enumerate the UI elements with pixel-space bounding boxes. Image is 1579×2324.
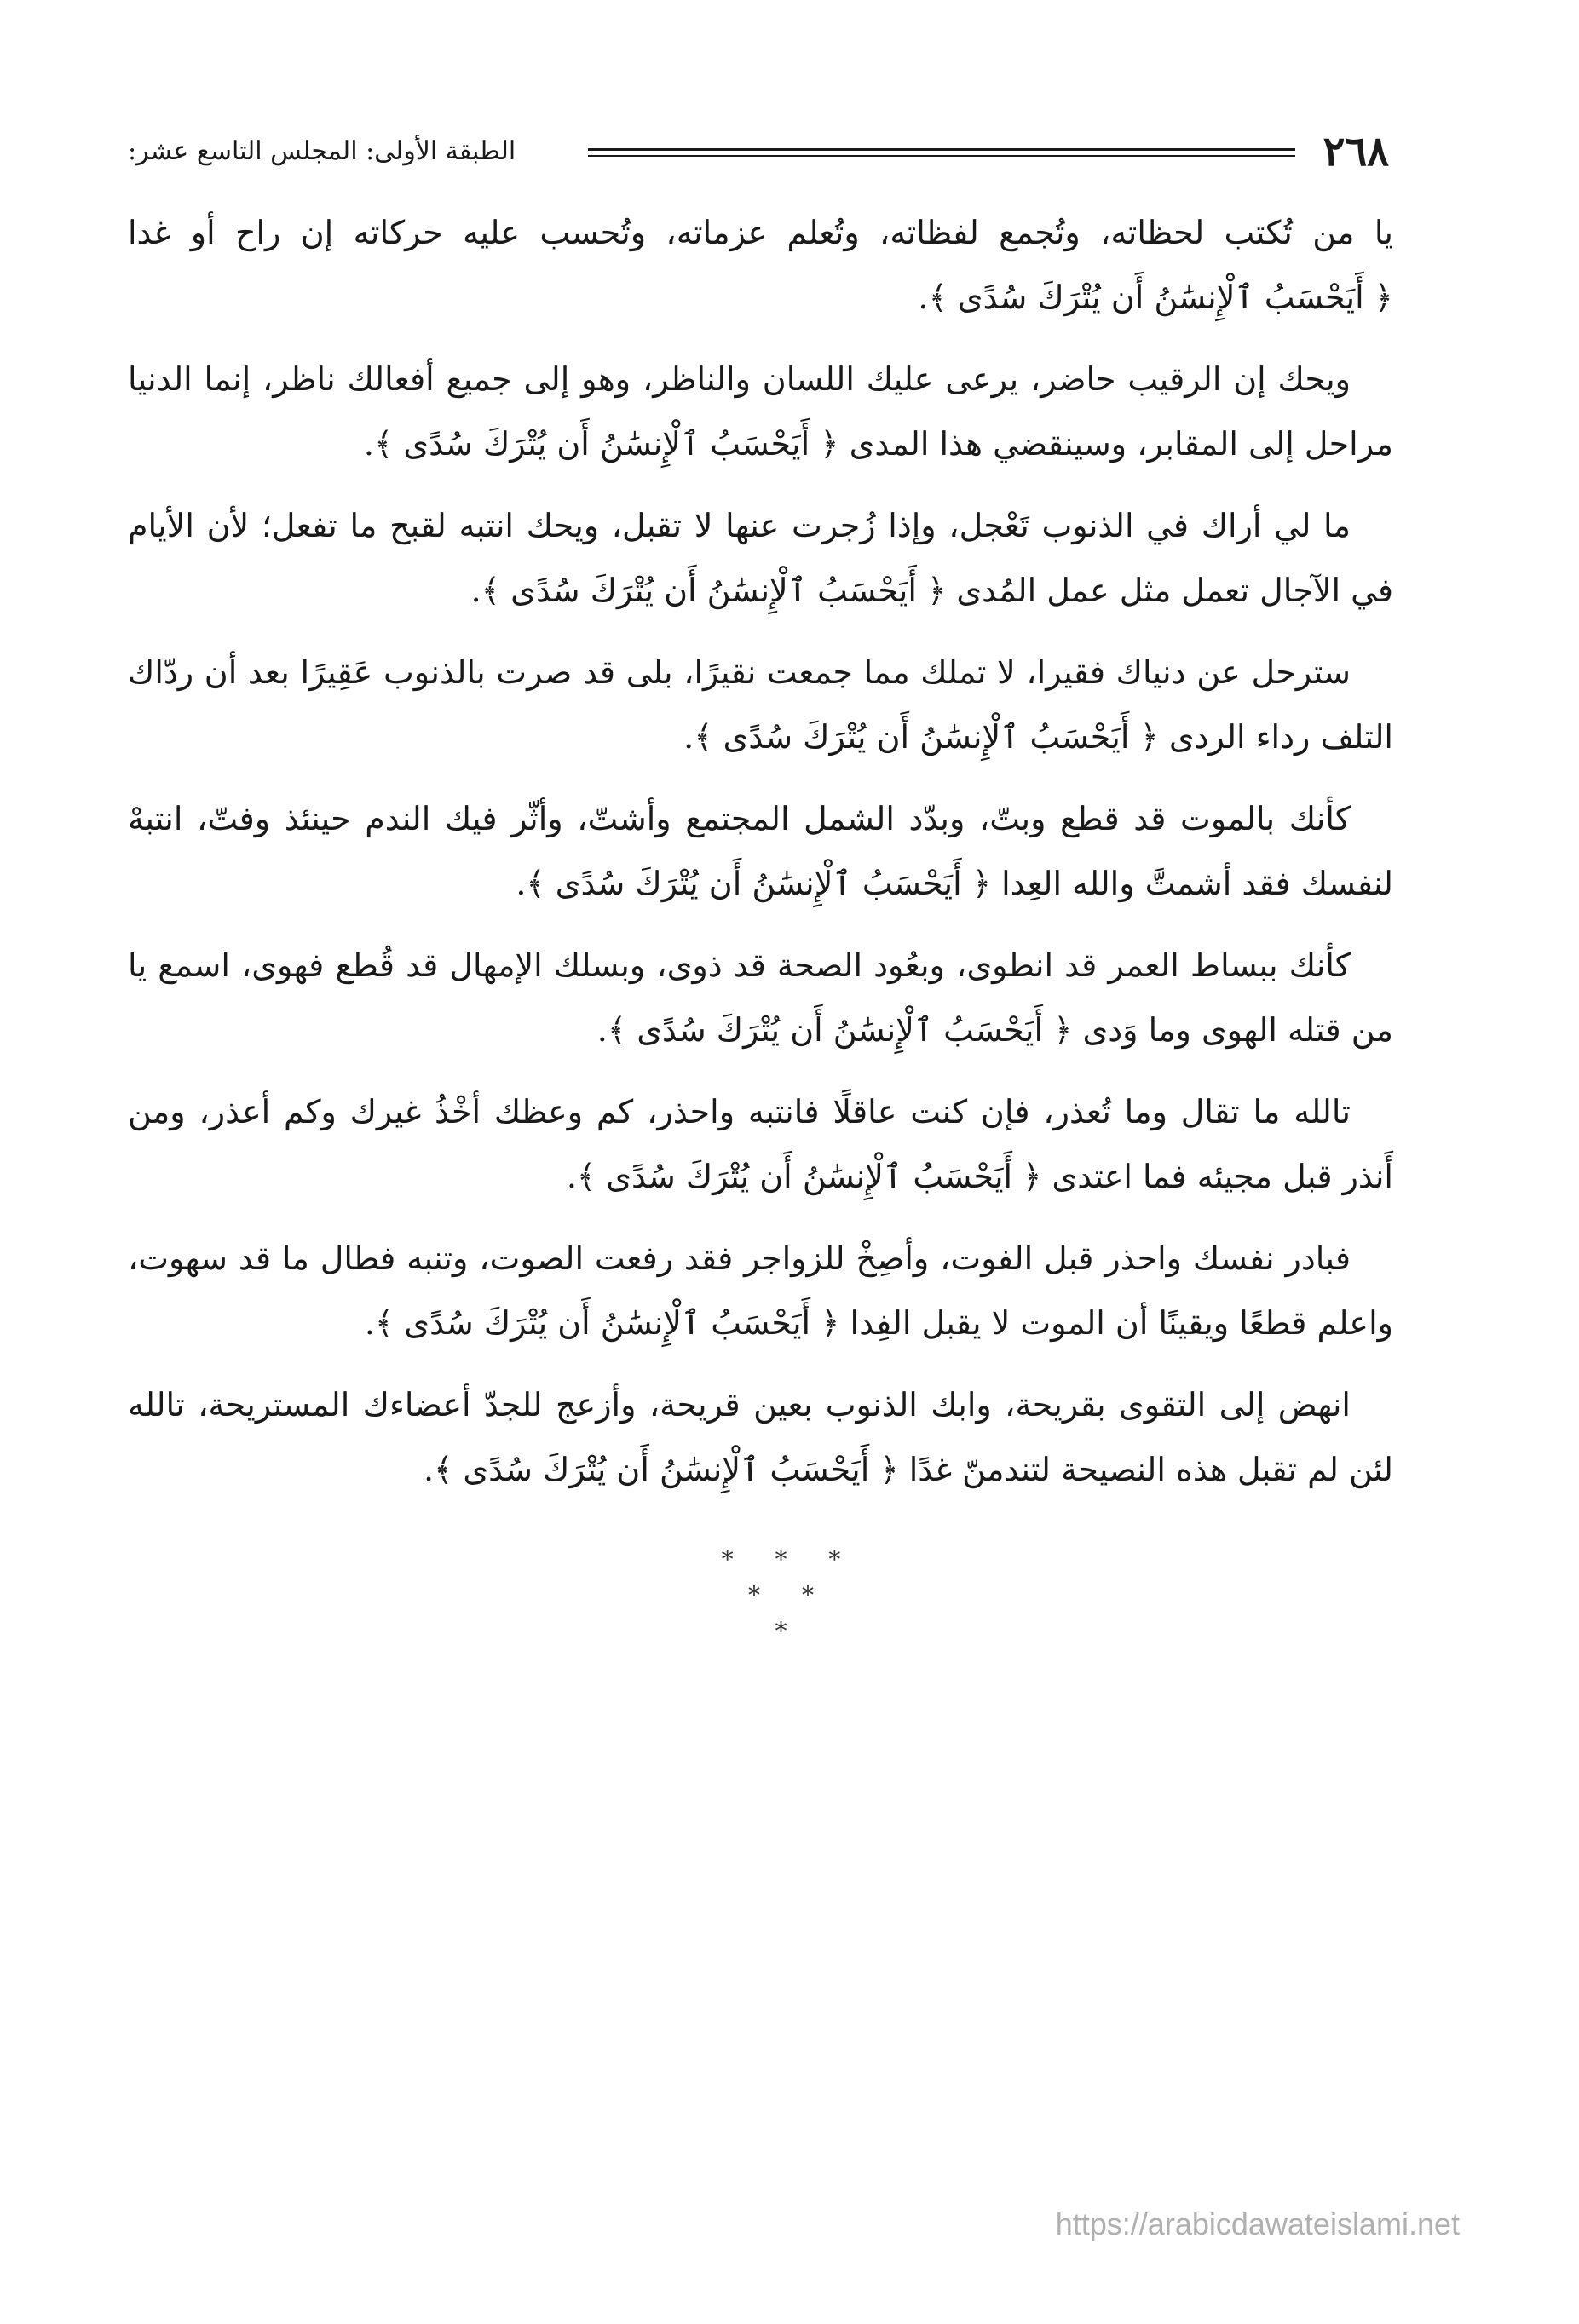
ornament-row: * [775, 1617, 804, 1645]
section-ornament [0, 1542, 1579, 1649]
quran-quote: ﴿ أَيَحْسَبُ ٱلْإِنسَٰنُ أَن يُتْرَكَ سُدًى ﴾. [596, 1011, 1073, 1049]
page-header [128, 118, 1389, 186]
paragraph-text: ما لي أراك في الذنوب تَعْجل، وإذا زُجرت عنها لا تقبل، ويحك انتبه لقبح ما تفعل؛ لأن الأيام في الآجال تعمل مثل عمل المُدى [128, 507, 1393, 609]
paragraph [128, 347, 1393, 476]
paragraph [128, 1226, 1393, 1355]
watermark-url: https://arabicdawateislami.net [1055, 2206, 1460, 2241]
paragraph-text: تالله ما تقال وما تُعذر، فإن كنت عاقلًا فانتبه واحذر، كم وعظك أخْذُ غيرك وكم أعذر، ومن أَنذر قبل مجيئه فما اعتدى [128, 1093, 1393, 1195]
quran-quote: ﴿ أَيَحْسَبُ ٱلْإِنسَٰنُ أَن يُتْرَكَ سُدًى ﴾. [566, 1158, 1042, 1195]
quran-quote: ﴿ أَيَحْسَبُ ٱلْإِنسَٰنُ أَن يُتْرَكَ سُدًى ﴾. [364, 1304, 840, 1342]
quran-quote: ﴿ أَيَحْسَبُ ٱلْإِنسَٰنُ أَن يُتْرَكَ سُدًى ﴾. [918, 279, 1393, 316]
paragraph [128, 1079, 1393, 1209]
quran-quote: ﴿ أَيَحْسَبُ ٱلْإِنسَٰنُ أَن يُتْرَكَ سُدًى ﴾. [516, 865, 991, 902]
header-double-rule [588, 148, 1295, 151]
paragraph-text: انهض إلى التقوى بقريحة، وابك الذنوب بعين قريحة، وأزعج للجدّ أعضاءك المستريحة، تالله لئن لم تقبل هذه النصيحة لتندمنّ غدًا [128, 1386, 1393, 1488]
quran-quote: ﴿ أَيَحْسَبُ ٱلْإِنسَٰنُ أَن يُتْرَكَ سُدًى ﴾. [363, 425, 839, 463]
paragraph-text: كأنك ببساط العمر قد انطوى، وبعُود الصحة قد ذوى، وبسلك الإمهال قد قُطع فهوى، اسمع يا من قتله الهوى وما وَدى [128, 946, 1393, 1049]
quran-quote: ﴿ أَيَحْسَبُ ٱلْإِنسَٰنُ أَن يُتْرَكَ سُدًى ﴾. [683, 718, 1159, 756]
paragraph [128, 786, 1393, 916]
paragraph [128, 640, 1393, 769]
body-text [128, 200, 1393, 1519]
paragraph [128, 933, 1393, 1062]
paragraph [128, 493, 1393, 623]
ornament-row: * * [748, 1581, 831, 1609]
paragraph-text: سترحل عن دنياك فقيرا، لا تملك مما جمعت نقيرًا، بلى قد صرت بالذنوب عَقِيرًا بعد أن ردّاك التلف رداء الردى [128, 653, 1393, 756]
ornament-row: * * * [721, 1545, 858, 1573]
running-title: الطبقة الأولى: المجلس التاسع عشر: [128, 136, 516, 166]
paragraph [128, 200, 1393, 330]
paragraph-text: فبادر نفسك واحذر قبل الفوت، وأصِخْ للزواجر فقد رفعت الصوت، وتنبه فطال ما قد سهوت، واعلم قطعًا ويقينًا أن الموت لا يقبل الفِدا [128, 1240, 1393, 1342]
page-number: ٢٦٨ [1323, 128, 1389, 175]
paragraph-text: ويحك إن الرقيب حاضر، يرعى عليك اللسان والناظر، وهو إلى جميع أفعالك ناظر، إنما الدنيا مراحل إلى المقابر، وسينقضي هذا المدى [128, 360, 1393, 463]
paragraph-text: يا من تُكتب لحظاته، وتُجمع لفظاته، وتُعلم عزماته، وتُحسب عليه حركاته إن راح أو غدا [128, 214, 1393, 251]
paragraph-text: كأنك بالموت قد قطع وبتّ، وبدّد الشمل المجتمع وأشتّ، وأثّر فيك الندم حينئذ وفتّ، انتبهْ لنفسك فقد أشمتَّ والله العِدا [128, 800, 1393, 902]
quran-quote: ﴿ أَيَحْسَبُ ٱلْإِنسَٰنُ أَن يُتْرَكَ سُدًى ﴾. [470, 572, 947, 609]
quran-quote: ﴿ أَيَحْسَبُ ٱلْإِنسَٰنُ أَن يُتْرَكَ سُدًى ﴾. [423, 1451, 899, 1488]
paragraph [128, 1372, 1393, 1502]
